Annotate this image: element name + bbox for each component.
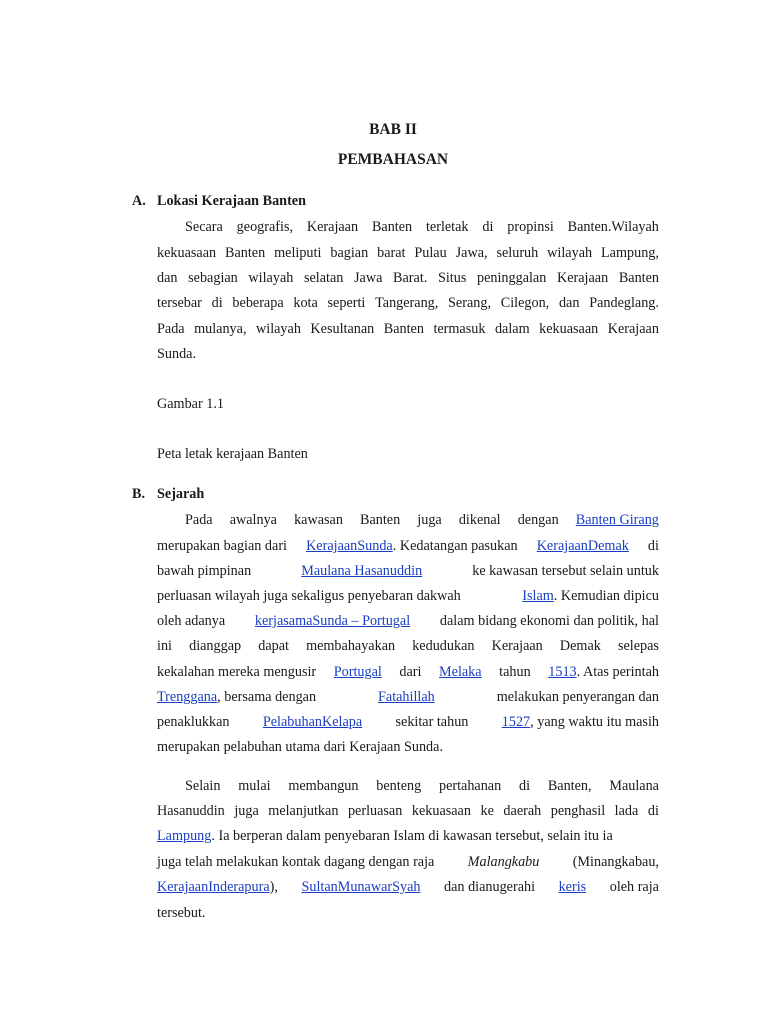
section-a-marker: A. [132, 193, 146, 209]
paragraph-line [185, 777, 659, 795]
word: mulanya, [194, 321, 247, 337]
paragraph-line [157, 244, 659, 262]
word: wilayah [256, 321, 301, 337]
word: dengan [517, 512, 559, 528]
word: dan [558, 295, 580, 311]
link-lampung[interactable]: Lampung [157, 828, 212, 844]
word: Jawa, [455, 245, 488, 261]
word: dikenal [458, 512, 501, 528]
link-portugal[interactable]: Portugal [333, 664, 382, 680]
paragraph-line [157, 269, 659, 287]
word: propinsi [507, 219, 554, 235]
link-kerajaan-sunda[interactable]: KerajaanSunda [306, 538, 393, 554]
word: daerah [503, 803, 542, 819]
text-run: . Kemudian dipicu [553, 588, 659, 604]
word: Banten [618, 270, 659, 286]
text-run: kekalahan mereka mengusir [157, 664, 317, 680]
paragraph-line [157, 688, 659, 706]
text-run: , bersama dengan [217, 689, 317, 705]
paragraph-line [157, 802, 659, 820]
section-b-title: Sejarah [157, 486, 205, 502]
word: Banten.Wilayah [567, 219, 659, 235]
text-run: . Ia berperan dalam penyebaran Islam di kawasan tersebut, selain itu ia [211, 828, 613, 844]
word: seluruh [496, 245, 539, 261]
word: beberapa [232, 295, 284, 311]
paragraph-line [157, 587, 659, 605]
text-run: . Atas perintah [576, 664, 659, 680]
word: Secara [185, 219, 223, 235]
word: Hasanuddin [157, 803, 225, 819]
paragraph-line [157, 294, 659, 312]
link-kerajaan-demak[interactable]: KerajaanDemak [536, 538, 629, 554]
word: Banten [360, 512, 401, 528]
word: kedudukan [412, 638, 475, 654]
word: di [482, 219, 494, 235]
word: awalnya [229, 512, 277, 528]
text-run: sekitar tahun [395, 714, 469, 730]
text-run: bawah pimpinan [157, 563, 252, 579]
paragraph-line: Sunda. [157, 346, 197, 362]
word: Kerajaan [556, 270, 609, 286]
link-keris[interactable]: keris [558, 879, 587, 895]
word: di [518, 778, 531, 794]
word: barat [377, 245, 406, 261]
text-run: perluasan wilayah juga sekaligus penyebaran dakwah [157, 588, 461, 604]
text-run: tahun [499, 664, 531, 680]
text-run-italic: Malangkabu [467, 854, 540, 870]
word: melanjutkan [268, 803, 339, 819]
word: tersebar [157, 295, 202, 311]
word: geografis, [236, 219, 294, 235]
word: termasuk [433, 321, 486, 337]
word: pertahanan [438, 778, 502, 794]
section-b-marker: B. [132, 486, 146, 502]
word: Demak [559, 638, 601, 654]
word: di [211, 295, 223, 311]
word: Banten [225, 245, 266, 261]
section-a-title: Lokasi Kerajaan Banten [157, 193, 306, 209]
word: perluasan [347, 803, 403, 819]
word: dianggap [189, 638, 242, 654]
text-run: dan dianugerahi [444, 879, 536, 895]
paragraph-line [157, 320, 659, 338]
word: Maulana [609, 778, 659, 794]
word: Situs [437, 270, 467, 286]
chapter-title: PEMBAHASAN [337, 151, 449, 168]
word: Serang, [448, 295, 491, 311]
text-run: merupakan bagian dari [157, 538, 287, 554]
text-run: di [647, 538, 659, 554]
paragraph-line [157, 827, 659, 845]
word: lada [614, 803, 639, 819]
word: membahayakan [306, 638, 396, 654]
word: Kerajaan [306, 219, 359, 235]
word: benteng [376, 778, 422, 794]
word: kawasan [294, 512, 343, 528]
link-sultan-munawar-syah[interactable]: SultanMunawarSyah [301, 879, 421, 895]
link-maulana-hasanuddin[interactable]: Maulana Hasanuddin [301, 563, 423, 579]
link-pelabuhan-kelapa[interactable]: PelabuhanKelapa [262, 714, 363, 730]
word: Tangerang, [375, 295, 439, 311]
text-run: dalam bidang ekonomi dan politik, hal [439, 613, 659, 629]
link-1513[interactable]: 1513 [548, 664, 577, 680]
word: kekuasaan [411, 803, 471, 819]
word: dalam [494, 321, 530, 337]
text-run: penaklukkan [157, 714, 230, 730]
word: wilayah [547, 245, 593, 261]
paragraph-line [185, 511, 659, 529]
text-run: ), [269, 879, 278, 895]
word: Banten, [547, 778, 592, 794]
link-banten-girang[interactable]: Banten Girang [575, 512, 659, 528]
link-trenggana[interactable]: Trenggana [157, 689, 218, 705]
paragraph-line [157, 713, 659, 731]
text-run: melakukan penyerangan dan [496, 689, 659, 705]
word: Pulau [414, 245, 447, 261]
paragraph-line [157, 663, 659, 681]
paragraph-line [157, 537, 659, 555]
paragraph-line [157, 878, 659, 896]
figure-caption: Peta letak kerajaan Banten [157, 446, 308, 462]
word: peninggalan [476, 270, 547, 286]
word: Lampung, [601, 245, 659, 261]
text-run: , yang waktu itu masih [530, 714, 659, 730]
word: membangun [288, 778, 359, 794]
link-fatahillah[interactable]: Fatahillah [378, 689, 435, 705]
word: dan [157, 270, 178, 286]
paragraph-line [157, 612, 659, 630]
word: Jawa [354, 270, 383, 286]
word: sebagian [188, 270, 238, 286]
word: selatan [303, 270, 344, 286]
word: kota [293, 295, 318, 311]
word: Selain [185, 778, 221, 794]
chapter-number: BAB II [369, 121, 417, 138]
word: di [647, 803, 659, 819]
word: seperti [327, 295, 366, 311]
word: Banten [371, 219, 413, 235]
word: mulai [238, 778, 271, 794]
word: meliputi [274, 245, 322, 261]
text-run: oleh adanya [157, 613, 226, 629]
text-run: dari [399, 664, 422, 680]
word: juga [234, 803, 259, 819]
word: Cilegon, [500, 295, 550, 311]
text-run: oleh raja [609, 879, 659, 895]
word: Pada [185, 512, 213, 528]
word: selepas [617, 638, 659, 654]
word: wilayah [248, 270, 294, 286]
link-kerajaan-inderapura[interactable]: KerajaanInderapura [157, 879, 270, 895]
link-1527[interactable]: 1527 [501, 714, 531, 730]
paragraph-line [185, 218, 659, 236]
word: Banten [383, 321, 424, 337]
paragraph-line [157, 562, 659, 580]
paragraph-line [157, 637, 659, 655]
link-kerjasama-sunda-portugal[interactable]: kerjasamaSunda – Portugal [254, 613, 411, 629]
paragraph-line [157, 853, 659, 871]
paragraph-line: merupakan pelabuhan utama dari Kerajaan Sunda. [157, 739, 443, 755]
text-run: juga telah melakukan kontak dagang dengan raja [157, 854, 435, 870]
word: Pada [157, 321, 185, 337]
link-melaka[interactable]: Melaka [439, 664, 482, 680]
word: Kerajaan [607, 321, 659, 337]
word: Pandeglang. [589, 295, 659, 311]
link-islam[interactable]: Islam [522, 588, 554, 604]
word: kekuasaan [157, 245, 217, 261]
paragraph-line: tersebut. [157, 905, 206, 921]
word: juga [417, 512, 442, 528]
text-run: (Minangkabau, [572, 854, 659, 870]
word: terletak [425, 219, 469, 235]
text-run: . Kedatangan pasukan [392, 538, 518, 554]
word: Kerajaan [491, 638, 543, 654]
word: ke [480, 803, 494, 819]
word: Kesultanan [310, 321, 375, 337]
text-run: ke kawasan tersebut selain untuk [472, 563, 659, 579]
word: bagian [330, 245, 369, 261]
word: penghasil [550, 803, 606, 819]
word: kekuasaan [539, 321, 599, 337]
word: dapat [258, 638, 289, 654]
word: ini [157, 638, 172, 654]
figure-label: Gambar 1.1 [157, 396, 224, 412]
word: Barat. [393, 270, 428, 286]
